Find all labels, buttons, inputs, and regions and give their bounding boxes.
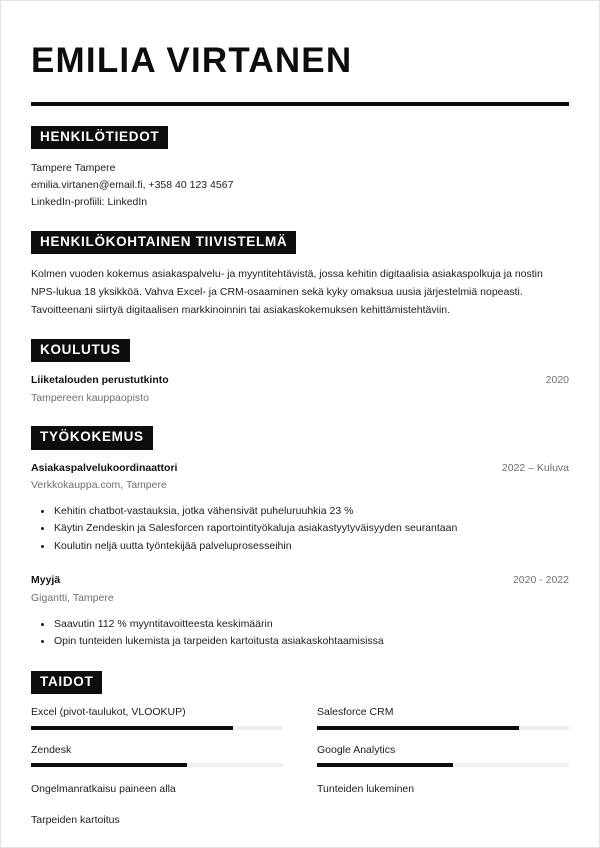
section-heading-education: KOULUTUS [31, 339, 130, 362]
experience-bullets [31, 616, 569, 651]
summary-body [31, 265, 569, 319]
education-entry-head [31, 373, 569, 389]
section-skills [31, 671, 569, 843]
skill-bar-track [31, 726, 283, 730]
section-experience [31, 426, 569, 650]
education-degree: Liiketalouden perustutkinto [31, 374, 169, 387]
skill-item [31, 705, 283, 730]
education-list [31, 373, 569, 406]
skill-label: Salesforce CRM [317, 705, 394, 718]
list-item: Käytin Zendeskin ja Salesforcen raportointityökaluja asiakastyytyväisyyden seurantaan [31, 520, 569, 538]
list-item: Saavutin 112 % myyntitavoitteesta keskimäärin [31, 616, 569, 634]
skill-bar-track [317, 763, 569, 767]
skill-bar-fill [31, 763, 187, 767]
section-heading-skills: TAIDOT [31, 671, 102, 694]
skill-item [31, 743, 283, 768]
skills-body [31, 705, 569, 842]
experience-date: 2020 - 2022 [512, 574, 569, 587]
experience-entry-head [31, 573, 569, 589]
skill-label: Tunteiden lukeminen [317, 783, 415, 796]
skill-label: Ongelmanratkaisu paineen alla [31, 783, 176, 796]
skill-bar-fill [31, 726, 233, 730]
experience-job-title: Myyjä [31, 574, 61, 587]
skill-bar-track [317, 726, 569, 730]
section-heading-contact: HENKILÖTIEDOT [31, 126, 168, 149]
contact-location: Tampere Tampere [31, 161, 116, 174]
experience-date: 2022 – Kuluva [501, 461, 569, 474]
skill-bar-fill [317, 726, 519, 730]
section-summary [31, 231, 569, 319]
skill-bar-track [31, 763, 283, 767]
skill-label: Tarpeiden kartoitus [31, 814, 120, 827]
experience-company: Verkkokauppa.com, Tampere [31, 479, 167, 492]
contact-details [31, 160, 569, 211]
skill-item [317, 743, 569, 768]
experience-company: Gigantti, Tampere [31, 592, 114, 605]
skill-bar-fill [317, 763, 453, 767]
skills-grid [31, 705, 569, 842]
experience-list [31, 461, 569, 651]
list-item: Kehitin chatbot-vastauksia, jotka vähensivät puheluruuhkia 23 % [31, 503, 569, 521]
skill-label: Zendesk [31, 743, 72, 756]
list-item: Koulutin neljä uutta työntekijää palveluprosesseihin [31, 538, 569, 556]
contact-email-phone: emilia.virtanen@email.fi, +358 40 123 4567 [31, 178, 234, 191]
resume-content [1, 1, 599, 842]
header-divider [31, 102, 569, 106]
experience-entry [31, 573, 569, 650]
experience-job-title: Asiakaspalvelukoordinaattori [31, 461, 178, 474]
section-heading-summary: HENKILÖKOHTAINEN TIIVISTELMÄ [31, 231, 296, 254]
skill-item [31, 780, 283, 800]
experience-entry-head [31, 461, 569, 477]
skill-item [317, 705, 569, 730]
contact-linkedin: LinkedIn-profiili: LinkedIn [31, 195, 148, 208]
section-heading-experience: TYÖKOKEMUS [31, 426, 153, 449]
skill-item [317, 780, 569, 800]
skill-item [31, 811, 283, 831]
skill-label: Google Analytics [317, 743, 396, 756]
list-item: Opin tunteiden lukemista ja tarpeiden kartoitusta asiakaskohtaamisissa [31, 633, 569, 651]
summary-text: Kolmen vuoden kokemus asiakaspalvelu- ja myyntitehtävistä, jossa kehitin digitaalisia asiakaspolkuja ja nostin NPS-lukua 18 yksikköä. Vahva Excel- ja CRM-osaaminen sekä kyky omaksua uusia järjestelmiä nopeasti. Tavoitteenani siirtyä digitaalisen markkinoinnin tai asiakaskokemuksen kehittämistehtäviin. [31, 268, 543, 317]
skill-label: Excel (pivot-taulukot, VLOOKUP) [31, 705, 186, 718]
section-contact [31, 126, 569, 211]
education-entry [31, 373, 569, 406]
experience-bullets [31, 503, 569, 556]
experience-entry [31, 461, 569, 556]
education-date: 2020 [545, 374, 569, 387]
page-title: EMILIA VIRTANEN [31, 41, 353, 80]
section-education [31, 339, 569, 406]
education-school: Tampereen kauppaopisto [31, 392, 149, 405]
